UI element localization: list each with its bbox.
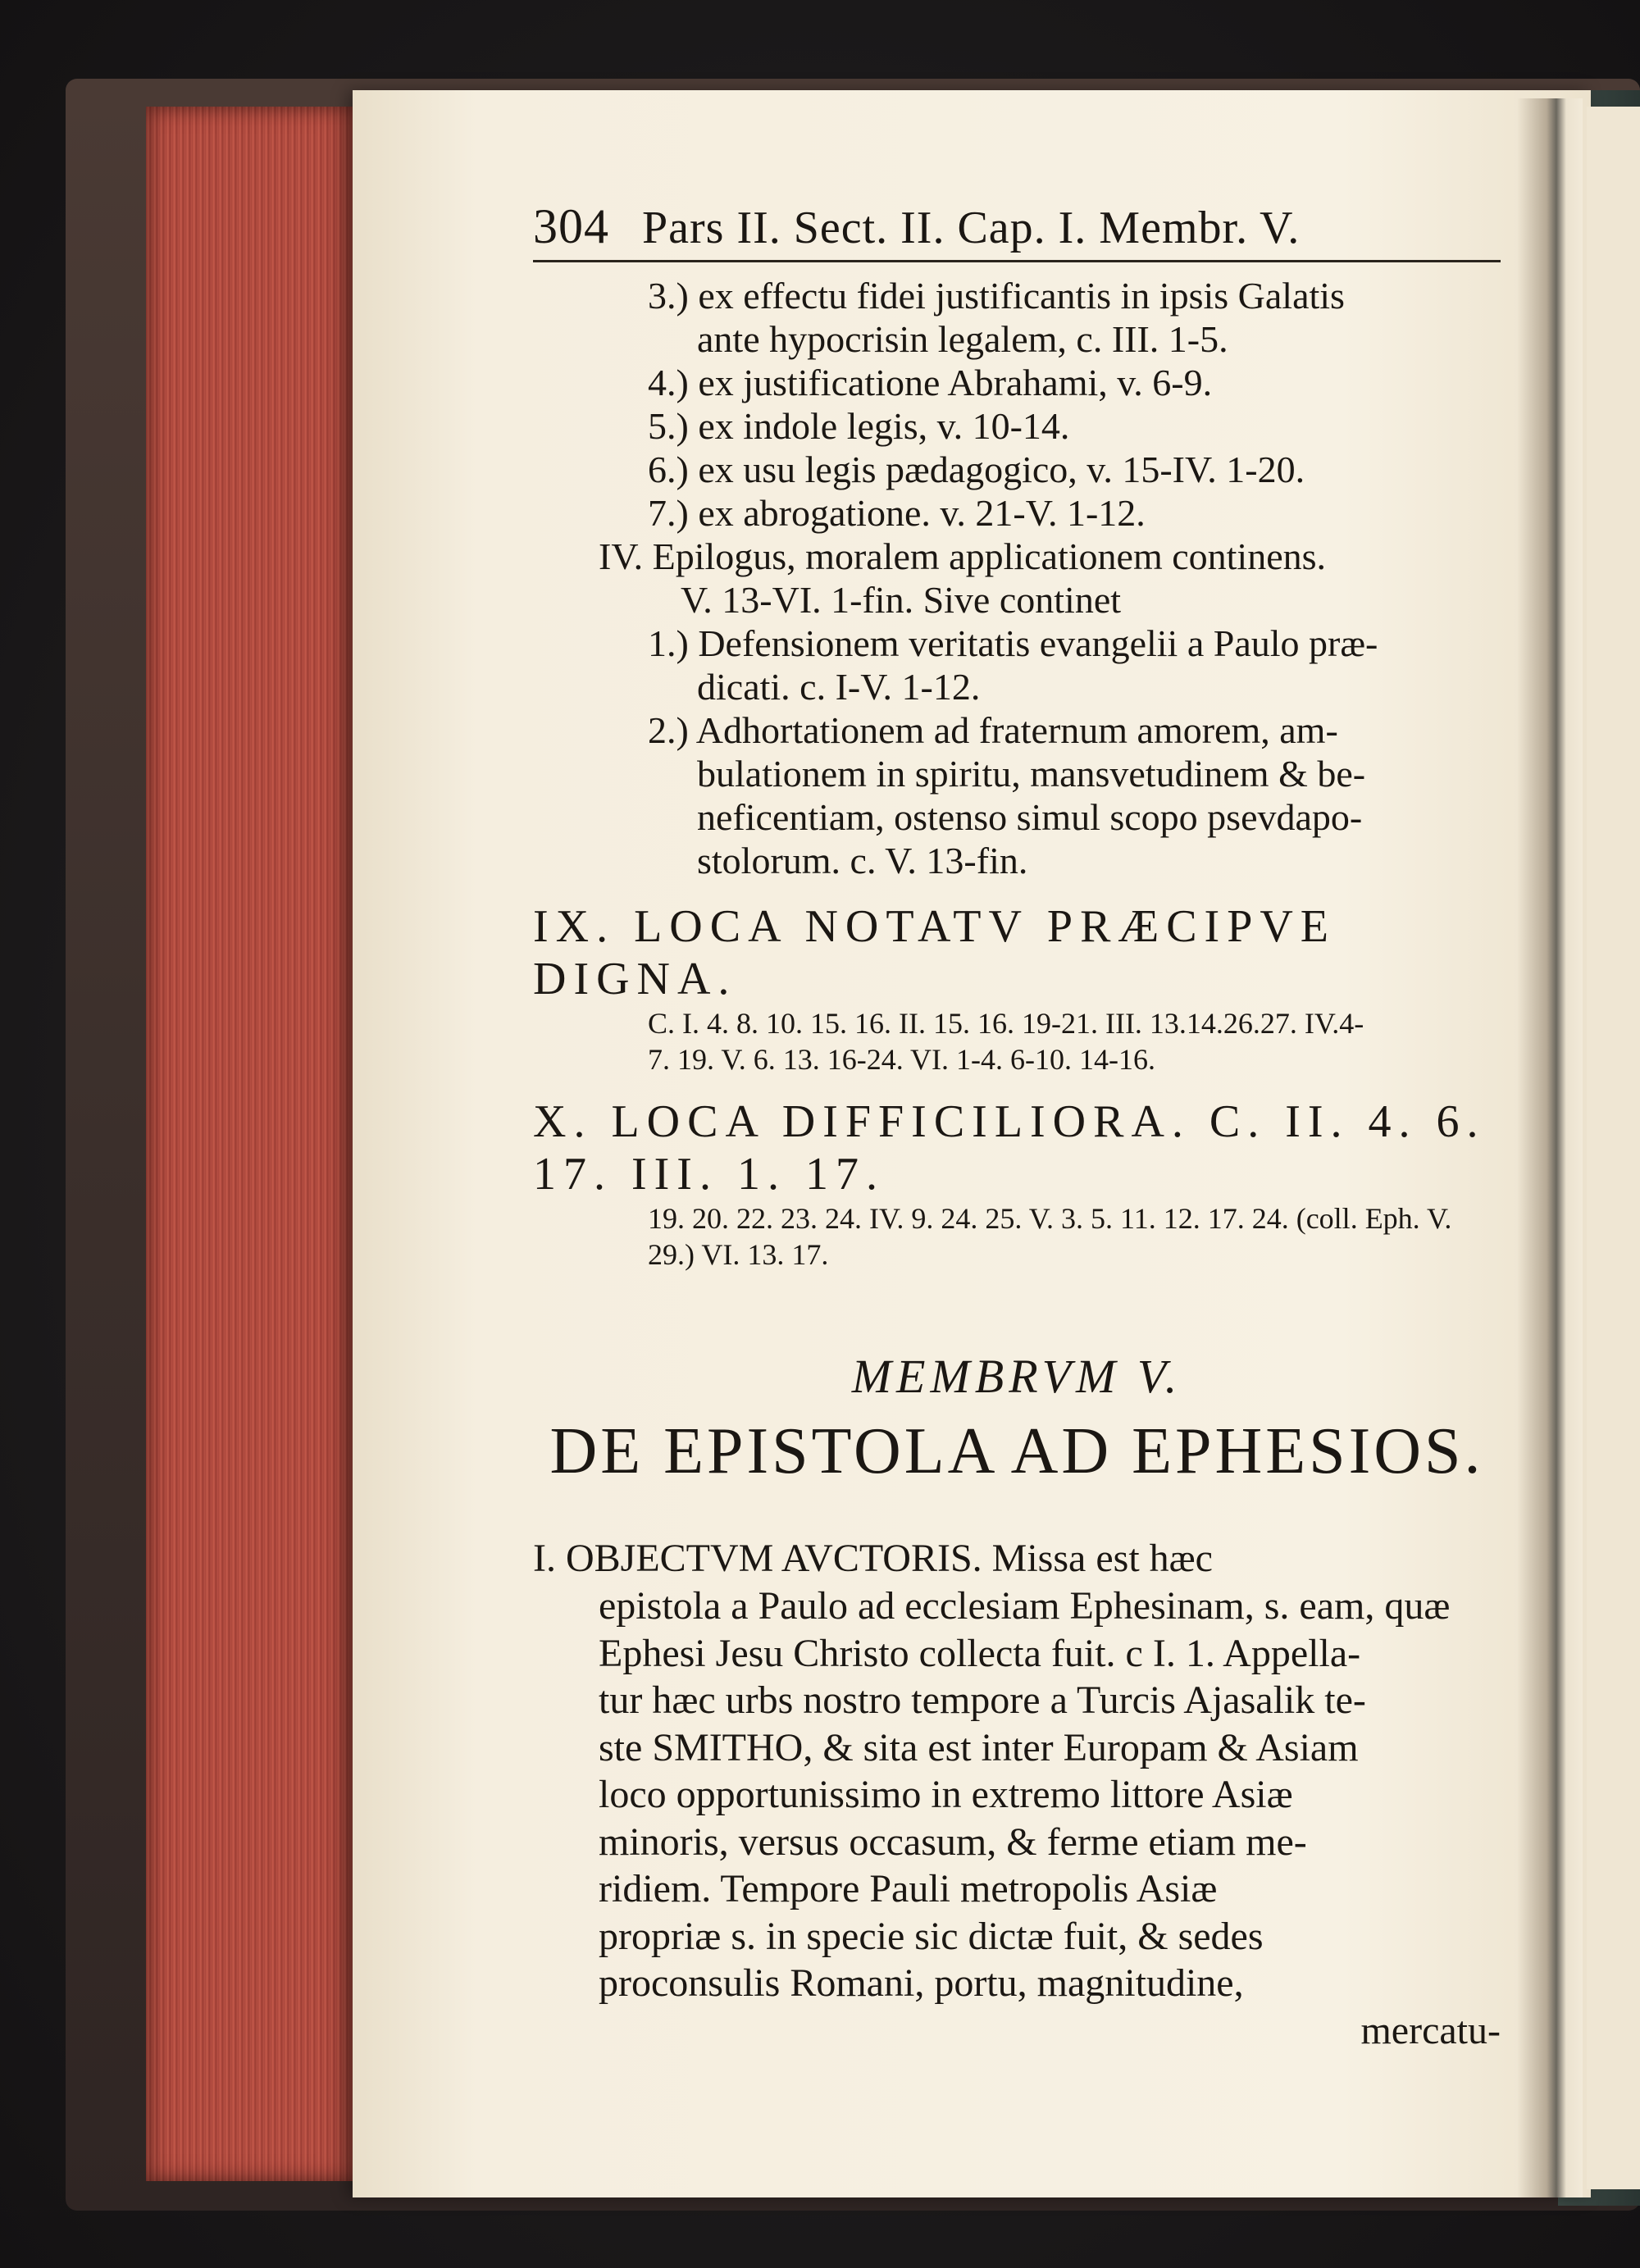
running-title: Pars II. Sect. II. Cap. I. Membr. V. [642, 203, 1301, 253]
text-line: 3.) ex effectu fidei justificantis in ipsis Galatis [648, 275, 1345, 317]
defensio-item [533, 622, 1501, 708]
text-line: 1.) Defensionem veritatis evangelii a Paulo præ- [648, 622, 1378, 664]
text-line: IV. Epilogus, moralem applicationem continens. [599, 535, 1327, 577]
text-line: propriæ s. in specie sic dictæ fuit, & sedes [599, 1914, 1264, 1958]
loca-difficiliora-refs [533, 1200, 1501, 1273]
loca-notatu-refs [533, 1005, 1501, 1077]
text-line: bulationem in spiritu, mansvetudinem & be- [697, 753, 1366, 795]
catchword: mercatu- [1360, 2008, 1501, 2052]
text-line: 4.) ex justificatione Abrahami, v. 6-9. [648, 362, 1213, 403]
text-line: ante hypocrisin legalem, c. III. 1-5. [697, 318, 1228, 360]
right-page-edge [1587, 107, 1640, 2189]
objectum-heading: I. OBJECTVM AVCTORIS. Missa est hæc [533, 1537, 1213, 1580]
text-line: ridiem. Tempore Pauli metropolis Asiæ [599, 1867, 1218, 1910]
text-line: epistola a Paulo ad ecclesiam Ephesinam, s. eam, quæ [599, 1584, 1451, 1628]
text-line: 2.) Adhortationem ad fraternum amorem, am- [648, 709, 1338, 751]
text-line: proconsulis Romani, portu, magnitudine, [599, 1961, 1244, 2005]
reference-line: 7. 19. V. 6. 13. 16-24. VI. 1-4. 6-10. 14-16. [648, 1043, 1155, 1076]
objectum-body [533, 1583, 1501, 2007]
page-text [533, 199, 1501, 2054]
adhortatio-item [533, 708, 1501, 882]
loca-difficiliora-heading: X. LOCA DIFFICILIORA. C. II. 4. 6. 17. III. 1. 17. [533, 1096, 1486, 1200]
loca-notatu-heading: IX. LOCA NOTATV PRÆCIPVE DIGNA. [533, 901, 1336, 1004]
text-line: 5.) ex indole legis, v. 10-14. [648, 405, 1070, 447]
page-edges [146, 107, 361, 2181]
text-line: 6.) ex usu legis pædagogico, v. 15-IV. 1-20. [648, 449, 1305, 490]
reference-line: C. I. 4. 8. 10. 15. 16. II. 15. 16. 19-21. III. 13.14.26.27. IV.4- [648, 1007, 1364, 1040]
text-line: ste SMITHO, & sita est inter Europam & Asiam [599, 1725, 1359, 1769]
text-line: neficentiam, ostenso simul scopo psevdapo- [697, 796, 1363, 838]
text-line: dicati. c. I-V. 1-12. [697, 666, 981, 708]
text-line: V. 13-VI. 1-fin. Sive continet [681, 579, 1122, 621]
text-line: tur hæc urbs nostro tempore a Turcis Ajasalik te- [599, 1678, 1366, 1722]
argument-list [533, 274, 1501, 622]
text-line: minoris, versus occasum, & ferme etiam me- [599, 1819, 1307, 1864]
membrum-heading: MEMBRVM V. [851, 1350, 1182, 1403]
text-line: 7.) ex abrogatione. v. 21-V. 1-12. [648, 492, 1146, 534]
running-header [533, 199, 1501, 262]
reference-line: 29.) VI. 13. 17. [648, 1238, 829, 1271]
reference-line: 19. 20. 22. 23. 24. IV. 9. 24. 25. V. 3. 5. 11. 12. 17. 24. (coll. Eph. V. [648, 1202, 1452, 1235]
section-title: DE EPISTOLA AD EPHESIOS. [549, 1415, 1484, 1487]
text-line: loco opportunissimo in extremo littore Asiæ [599, 1773, 1293, 1816]
text-line: Ephesi Jesu Christo collecta fuit. c I. 1. Appella- [599, 1631, 1361, 1675]
page-number: 304 [533, 199, 609, 253]
text-line: stolorum. c. V. 13-fin. [697, 840, 1028, 881]
book-gutter [1517, 98, 1583, 2197]
